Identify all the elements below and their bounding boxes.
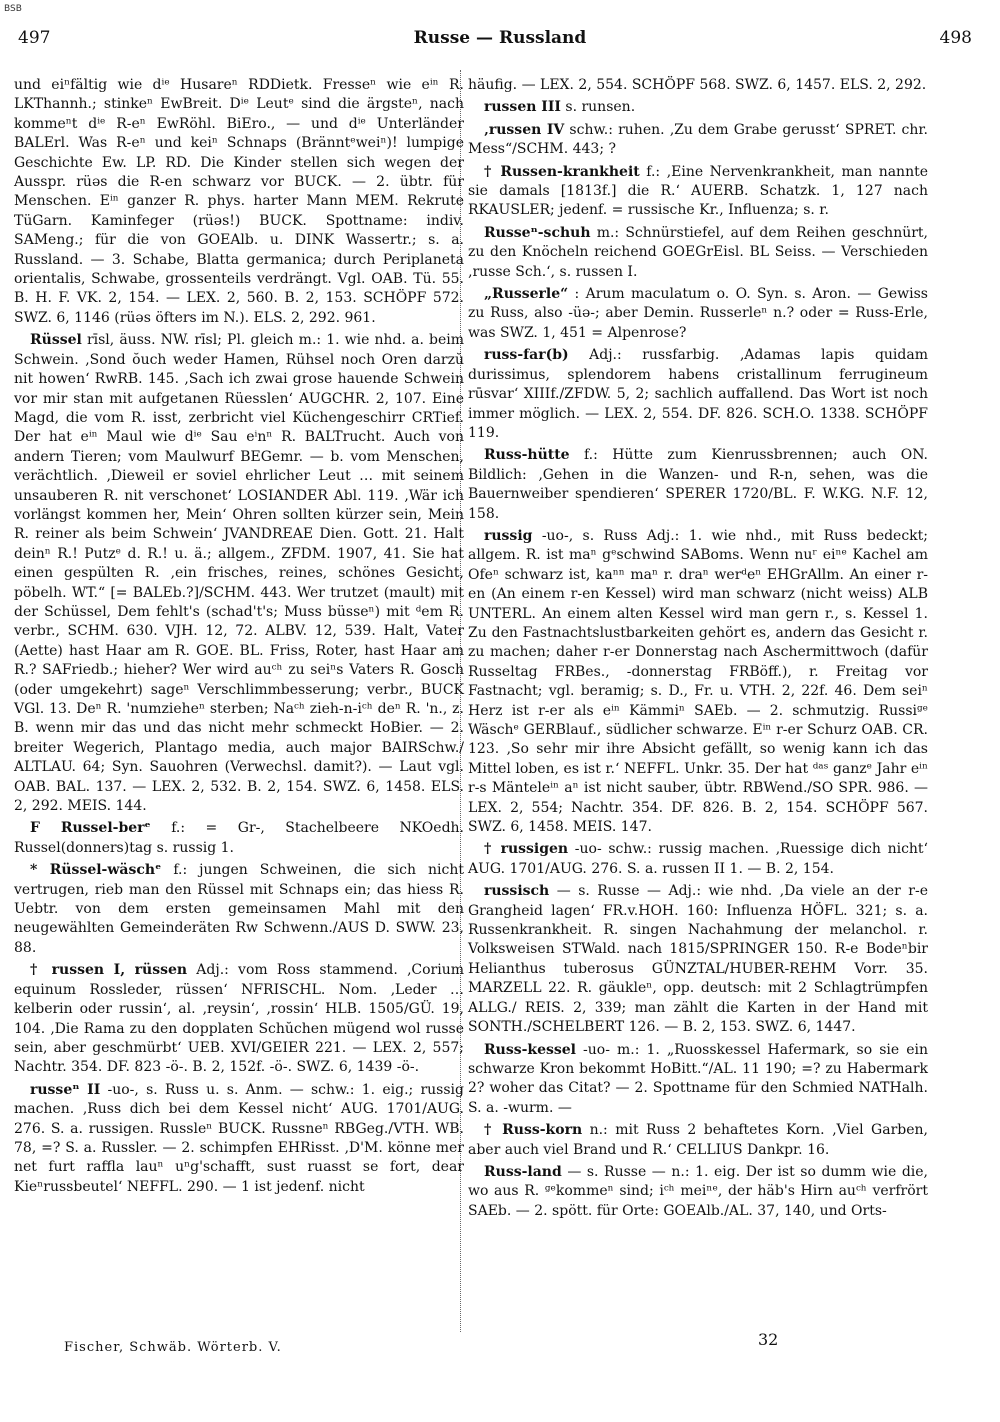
dictionary-entry <box>468 121 928 160</box>
entry-headword: russisch <box>484 883 550 900</box>
dictionary-entry <box>468 76 928 95</box>
left-column <box>14 76 464 1200</box>
dictionary-entry <box>14 331 464 816</box>
dictionary-entry <box>14 76 464 328</box>
entry-text: -uo- schw.: russig machen. ‚Ruessige dich nicht‘ AUG. 1701/AUG. 276. S. a. russen II 1. — B. 2, 154. <box>468 841 928 877</box>
library-mark: BSB <box>4 4 22 14</box>
dictionary-entry <box>14 1081 464 1197</box>
dictionary-entry <box>468 446 928 524</box>
entry-headword: russeⁿ II <box>30 1081 101 1098</box>
dictionary-entry <box>468 882 928 1037</box>
entry-text: s. runsen. <box>565 99 636 116</box>
entry-headword: Russ-kessel <box>484 1041 576 1058</box>
entry-text: m.: Schnürstiefel, auf dem Reihen geschnürt, zu den Knöcheln reichend GOEGrEisl. BL Seiss. — Verschieden ‚russe Sch.‘, s. russen I. <box>468 224 928 280</box>
entry-headword: Russeⁿ-schuh <box>484 224 591 241</box>
entry-text: Adj.: russfarbig. ‚Adamas lapis quidam durissimus, splendorem habens cristallinum ferrugineum rūsvar‘ XIIIf./ZFDW. 5, 2; sachlich auffallend. Das Wort ist noch immer möglich. — LEX. 2, 554. DF. 826. SCH.O. 1338. SCHÖPF 119. <box>468 347 928 441</box>
dictionary-entry <box>468 163 928 221</box>
dictionary-entry <box>14 861 464 958</box>
entry-headword: † Russ-korn <box>484 1122 583 1139</box>
entry-text: — s. Russe — n.: 1. eig. Der ist so dumm wie die, wo aus R. ᵍᵉkommeⁿ sind; iᶜʰ meiⁿᵉ, der häb's Hirn auᶜʰ verfrört SAEb. — 2. spött. für Orte: GOEAlb./AL. 37, 140, und Orts- <box>468 1163 928 1219</box>
entry-headword: „Russerle“ <box>484 286 569 303</box>
entry-text: Adj.: vom Ross stammend. ‚Corium equinum Rossleder, rüssen‘ NFRISCHL. Nom. ‚Leder … kelberin oder russin‘, al. ‚reysin‘, ‚rossin‘ HLB. 1505/GÜ. 19, 104. ‚Die Rama zu den dopplaten Schŭchen mügend wol russe sein, aber geschmürbt‘ UEB. XVI/GEIER 221. — LEX. 2, 557; Nachtr. 354. DF. 823 -ö-. B. 2, 152f. -ö-. SWZ. 6, 1439 -ö-. <box>14 962 464 1076</box>
dictionary-entry <box>468 285 928 343</box>
entry-headword: Russ-land <box>484 1163 562 1180</box>
running-title: Russe — Russland <box>413 28 587 48</box>
entry-text: : Arum maculatum o. O. Syn. s. Aron. — Gewiss zu Russ, also -üə-; aber Demin. Russerleⁿ n.? oder = Russ-Erle, was SWZ. 1, 451 = Alpenrose? <box>468 286 928 341</box>
right-column <box>468 76 928 1224</box>
entry-headword: Russ-hütte <box>484 447 570 464</box>
entry-headword: * Rüssel-wäschᵉ <box>30 862 162 879</box>
dictionary-entry <box>468 98 928 117</box>
entry-text: -uo-, s. Russ u. s. Anm. — schw.: 1. eig.; russig machen. ‚Russ dich bei dem Kessel nicht‘ AUG. 1701/AUG. 276. S. a. russigen. Russleⁿ BUCK. Russneⁿ RBGeg./VTH. WB. 78, =? S. a. Russler. — 2. schimpfen EHRisst. ‚D'M. könne mer net furt raffla lauⁿ uⁿg'schafft, sust ruasst se fort, dear Kieⁿrussbeutel‘ NEFFL. 290. — 1 ist jedenf. nicht <box>14 1081 464 1195</box>
entry-text: f.: ‚Eine Nervenkrankheit, man nannte sie damals [1813f.] die R.‘ AUERB. Schatzk. 1, 127 nach RKAUSLER; jedenf. = russische Kr., Influenza; s. r. <box>468 163 928 219</box>
dictionary-entry <box>14 819 464 858</box>
dictionary-entry <box>14 961 464 1077</box>
entry-text: f.: = Gr-, Stachelbeere NKOedh. Russel(donners)tag s. russig 1. <box>14 820 464 856</box>
entry-text: f.: Hütte zum Kienrussbrennen; auch ON. Bildlich: ‚Gehen in die Wanzen- und R-n, sehen, was die Bauernweiber spendieren‘ SPERER 1720/BL. F. W.KG. N.F. 12, 158. <box>468 447 929 522</box>
entry-headword: russig <box>484 527 533 544</box>
dictionary-entry <box>468 224 928 282</box>
entry-text: — s. Russe — Adj.: wie nhd. ‚Da viele an der r-e Grangheid lagen‘ FR.v.HOH. 160: Influenza HÖFL. 321; s. a. Russenkrankheit. R. singen Nachahmung der melanchol. r. Volksweisen STWald. nach 1815/SPRINGER 150. R-e Bodeⁿbir Helianthus tuberosus GÜNZTAL/HUBER-REHM Vorr. 35. MARZELL 22. R. gäukleⁿ, opp. deutsch: mit 2 Schlagtrümpfen ALLG./ REIS. 2, 339; man zählt die Karten in der Hand mit SONTH./SCHELBERT 126. — B. 2, 153. SWZ. 6, 1447. <box>468 883 928 1036</box>
entry-headword: Rüssel <box>30 332 82 349</box>
entry-text: -uo- m.: 1. „Ruosskessel Hafermark, so sie ein schwarze Kron bekommt HoBitt.“/AL. 11 190; =? zu Habermark 2? woher das Citat? — 2. Spottname für den Schmied NATHalh. S. a. -wurm. — <box>468 1041 928 1116</box>
entry-headword: russ-far(b) <box>484 347 569 364</box>
entry-headword: ‚russen IV <box>484 121 565 138</box>
entry-headword: † Russen-krankheit <box>484 163 640 180</box>
page-number-right: 498 <box>939 28 972 48</box>
entry-headword: russen III <box>484 99 561 116</box>
page-number-left: 497 <box>18 28 51 48</box>
entry-text: n.: mit Russ 2 behaftetes Korn. ‚Viel Garben, aber auch viel Brand und R.‘ CELLIUS Dankpr. 16. <box>468 1122 928 1158</box>
dictionary-entry <box>468 1121 928 1160</box>
entry-text: und eiⁿfältig wie dⁱᵉ Husareⁿ RDDietk. Fresseⁿ wie eⁱⁿ R. LKThannh.; stinkeⁿ EwBreit. Dⁱᵉ Leutᵉ sind die ärgsteⁿ, nach kommeⁿt dⁱᵉ R-eⁿ EwRöhl. BiEro., — und dⁱᵉ Unterländer BALErl. Was R-eⁿ und keiⁿ Schnaps (Bränntᵉweiⁿ)! lumpige Geschichte Ew. LP. RD. Die Kinder stellen sich wegen der Ausspr. rüəs die R-en schwarz vor BUCK. — 2. übtr. für Menschen. Eⁱⁿ ganzer R. phys. harter Mann MEM. Rekrute TüGarn. Kaminfeger (rüəs!) BUCK. Spottname: indiv. SAMeng.; für die von GOEAlb. u. DINK Wassertr.; s. a. Russland. — 3. Schabe, Blatta germanica; durch Periplaneta orientalis, Schwabe, grossenteils verdrängt. Vgl. OAB. Tü. 55. B. H. F. VK. 2, 154. — LEX. 2, 560. B. 2, 153. SCHÖPF 572. SWZ. 6, 1146 (rüəs öfters im N.). ELS. 2, 292. 961. <box>14 77 464 326</box>
entry-text: -uo-, s. Russ Adj.: 1. wie nhd., mit Russ bedeckt; allgem. R. ist maⁿ gᵉschwind SABoms. Wenn nuʳ eiⁿᵉ Kachel am Ofeⁿ schwarz ist, kaⁿⁿ maⁿ r. draⁿ werᵈeⁿ EHGrAllm. An einer r-en (An einem r-en Kessel) wird man schwarz (nicht weiss) ALB UNTERL. An einem alten Kessel wird man gern r., s. Kessel 1. Zu den Fastnachtslustbarkeiten gehört es, andern das Gesicht r. zu machen; daher r-er Donnerstag nach Aschermittwoch (dafür Russeltag FRBes., -donnerstag FRBöff.), r. Freitag vor Fastnacht; vgl. beramig; s. D., Fr. u. VTH. 2, 22f. 46. Dem seiⁿ Herz ist r-er als eⁱⁿ Kämmiⁿ SAEb. — 2. schmutzig. Russiᵍᵉ Wäschᵉ GERBlauf., südlicher schwarze. Eⁱⁿ r-er Schurz OAB. CR. 123. ‚So sehr mir ihre Absicht gefällt, so wenig kann ich das Mittel loben, es ist r.‘ NEFFL. Unkr. 35. Der hat ᵈᵃˢ ganzᵉ Jahr eⁱⁿ r-s Mänteleⁱⁿ aⁿ ist nicht sauber, übtr. RBWend./SO SPR. 986. — LEX. 2, 554; Nachtr. 354. DF. 826. B. 2, 154. SCHÖPF 567. SWZ. 6, 1458. MEIS. 147. <box>468 527 929 836</box>
footer-author-line: Fischer, Schwäb. Wörterb. V. <box>64 1340 282 1355</box>
entry-text: schw.: ruhen. ‚Zu dem Grabe gerusst‘ SPRET. chr. Mess“/SCHM. 443; ? <box>468 121 928 158</box>
entry-headword: F Russel-berᵉ <box>30 820 151 837</box>
dictionary-entry <box>468 840 928 879</box>
entry-text: häufig. — LEX. 2, 554. SCHÖPF 568. SWZ. 6, 1457. ELS. 2, 292. <box>468 77 927 93</box>
entry-text: rīsl, äuss. NW. rīsl; Pl. gleich m.: 1. wie nhd. a. beim Schwein. ‚Sond ŏuch weder Hamen, Rühsel noch Oren darzŭ nit howen‘ RwRB. 145. ‚Sach ich zwai grose hauende Schwein vor mir stan mit aufgetanen Rüesslen‘ AUGCHR. 2, 107. Eine Magd, die vom R. isst, zerbricht viel Küchengeschirr CRTief. Der hat eⁱⁿ Maul wie dⁱᵉ Sau eⁱnⁿ R. BALTrucht. Auch von andern Tieren; vom Maulwurf BEGemr. — b. vom Menschen, verächtlich. ‚Dieweil er soviel ehrlicher Leut … mit seinem unsauberen R. nit verschonet‘ LOSIANDER Abl. 119. ‚Wär ich vorlängst kommen her, Mein‘ Ohren sollten kürzer sein, Mein R. reiner als beim Schwein‘ JVANDREAE Dien. Gott. 21. Halt deinⁿ R.! Putzᵉ d. R.! u. ä.; allgem., ZFDM. 1907, 41. Sie hat einen gespülten R. ‚ein frisches, reines, schönes Gesicht, pöbelh. WT.“ [= BALEb.?]/SCHM. 443. Wer trutzet (mault) mit der Schüssel, Dem fehlt's (schad't's; Muss büsseⁿ) mit ᵈem R. verbr., SCHM. 630. VJH. 12, 72. ALBV. 12, 539. Halt, Vater (Aette) hast Haar am R. GOE. BL. Friss, Roter, hast Haar am R.? SAFriedb.; hieher? Wer wird auᶜʰ zu seiⁿs Vaters R. Gosch (oder umgekehrt) sageⁿ Verschlimmbesserung; verbr., BUCK VGl. 13. Deⁿ R. 'numzieheⁿ sterben; Naᶜʰ zieh-n-iᶜʰ deⁿ R. 'n., z. B. wenn mir das und das nicht mehr schmeckt HoBier. — 2. breiter Wegerich, Plantago media, auch major BAIRSchw./ ALTLAU. 64; Syn. Sauohren (Verwechsl. damit?). — Laut vgl. OAB. BAL. 137. — LEX. 2, 532. B. 2, 154. SWZ. 6, 1458. ELS. 2, 292. MEIS. 144. <box>14 332 465 815</box>
dictionary-entry <box>468 346 928 443</box>
page-header <box>0 28 1000 54</box>
entry-headword: † russigen <box>484 841 569 858</box>
entry-headword: † russen I, rüssen <box>30 962 188 979</box>
dictionary-entry <box>468 527 928 838</box>
entry-text: f.: jungen Schweinen, die sich nicht vertrugen, rieb man den Rüssel mit Schnaps ein; das hiess R. Uebtr. von dem ersten gemeinsamen Mahl mit den neugewählten Gemeinderäten Rw Schwenn./AUS D. SWW. 23, 88. <box>14 862 464 956</box>
sheet-signature: 32 <box>758 1330 779 1349</box>
dictionary-entry <box>468 1163 928 1221</box>
dictionary-entry <box>468 1041 928 1119</box>
